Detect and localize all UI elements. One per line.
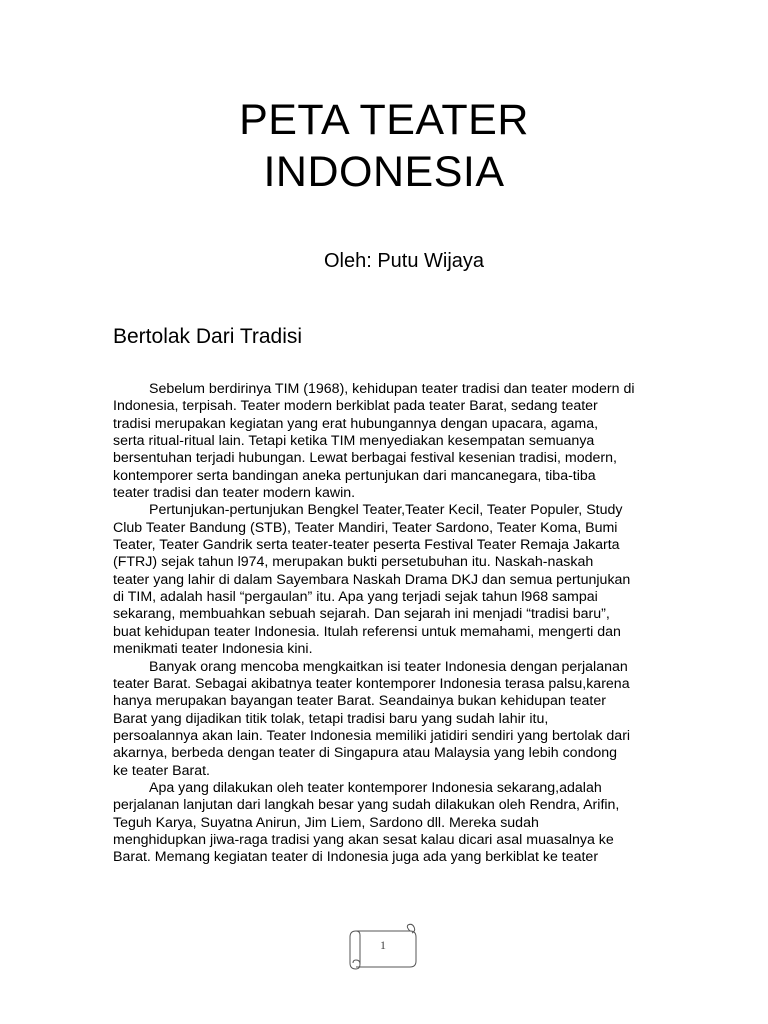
page-number: 1 — [380, 938, 386, 952]
text-line: ke teater Barat. — [113, 762, 210, 779]
text-line: tradisi merupakan kegiatan yang erat hubungannya dengan upacara, agama, — [113, 415, 599, 432]
title-line: PETA TEATER — [239, 96, 529, 144]
text-line: Apa yang dilakukan oleh teater kontemporer Indonesia sekarang,adalah — [149, 779, 602, 796]
section-heading: Bertolak Dari Tradisi — [113, 325, 303, 348]
text-line: bersentuhan terjadi hubungan. Lewat berbagai festival kesenian tradisi, modern, — [113, 450, 617, 467]
paragraph — [113, 659, 673, 780]
page-number-scroll — [346, 923, 420, 973]
text-line: kontemporer serta bandingan aneka pertunjukan dari mancanegara, tiba-tiba — [113, 467, 596, 484]
text-line: Banyak orang mencoba mengkaitkan isi teater Indonesia dengan perjalanan — [149, 658, 628, 675]
text-line: akarnya, berbeda dengan teater di Singapura atau Malaysia yang lebih condong — [113, 745, 618, 762]
text-line: Teater, Teater Gandrik serta teater-teater peserta Festival Teater Remaja Jakarta — [113, 537, 620, 554]
text-line: perjalanan lanjutan dari langkah besar yang sudah dilakukan oleh Rendra, Arifin, — [113, 797, 620, 814]
text-line: serta ritual-ritual lain. Tetapi ketika TIM menyediakan kesempatan semuanya — [113, 433, 595, 450]
text-line: Barat yang dijadikan titik tolak, tetapi tradisi baru yang sudah lahir itu, — [113, 710, 549, 727]
text-line: teater tradisi dan teater modern kawin. — [113, 485, 356, 502]
author-byline: Oleh: Putu Wijaya — [323, 250, 485, 272]
text-line: Teguh Karya, Suyatna Anirun, Jim Liem, Sardono dll. Mereka sudah — [113, 814, 539, 831]
text-line: menikmati teater Indonesia kini. — [113, 641, 313, 658]
text-line: buat kehidupan teater Indonesia. Itulah referensi untuk memahami, mengerti dan — [113, 623, 621, 640]
body-text — [113, 381, 673, 867]
text-line: persoalannya akan lain. Teater Indonesia memiliki jatidiri sendiri yang bertolak dari — [113, 727, 631, 744]
text-line: di TIM, adalah hasil “pergaulan” itu. Apa yang terjadi sejak tahun l968 sampai — [113, 589, 598, 606]
text-line: menghidupkan jiwa-raga tradisi yang akan sesat kalau dicari asal muasalnya ke — [113, 831, 614, 848]
title-line: INDONESIA — [263, 148, 505, 196]
text-line: sekarang, membuahkan sebuah sejarah. Dan sejarah ini menjadi “tradisi baru”, — [113, 606, 610, 623]
paragraph — [113, 381, 673, 502]
paragraph — [113, 502, 673, 658]
text-line: Club Teater Bandung (STB), Teater Mandiri, Teater Sardono, Teater Koma, Bumi — [113, 519, 618, 536]
text-line: Indonesia, terpisah. Teater modern berkiblat pada teater Barat, sedang teater — [113, 398, 598, 415]
text-line: Sebelum berdirinya TIM (1968), kehidupan teater tradisi dan teater modern di — [149, 381, 635, 397]
document-title — [0, 94, 768, 198]
text-line: teater yang lahir di dalam Sayembara Naskah Drama DKJ dan semua pertunjukan — [113, 571, 631, 588]
text-line: (FTRJ) sejak tahun l974, merupakan bukti persetubuhan itu. Naskah-naskah — [113, 554, 594, 571]
text-line: Pertunjukan-pertunjukan Bengkel Teater,Teater Kecil, Teater Populer, Study — [149, 502, 623, 519]
text-line: hanya merupakan bayangan teater Barat. Seandainya bukan kehidupan teater — [113, 693, 606, 710]
text-line: Barat. Memang kegiatan teater di Indonesia juga ada yang berkiblat ke teater — [113, 849, 599, 866]
text-line: teater Barat. Sebagai akibatnya teater kontemporer Indonesia terasa palsu,karena — [113, 675, 630, 692]
paragraph — [113, 780, 673, 867]
